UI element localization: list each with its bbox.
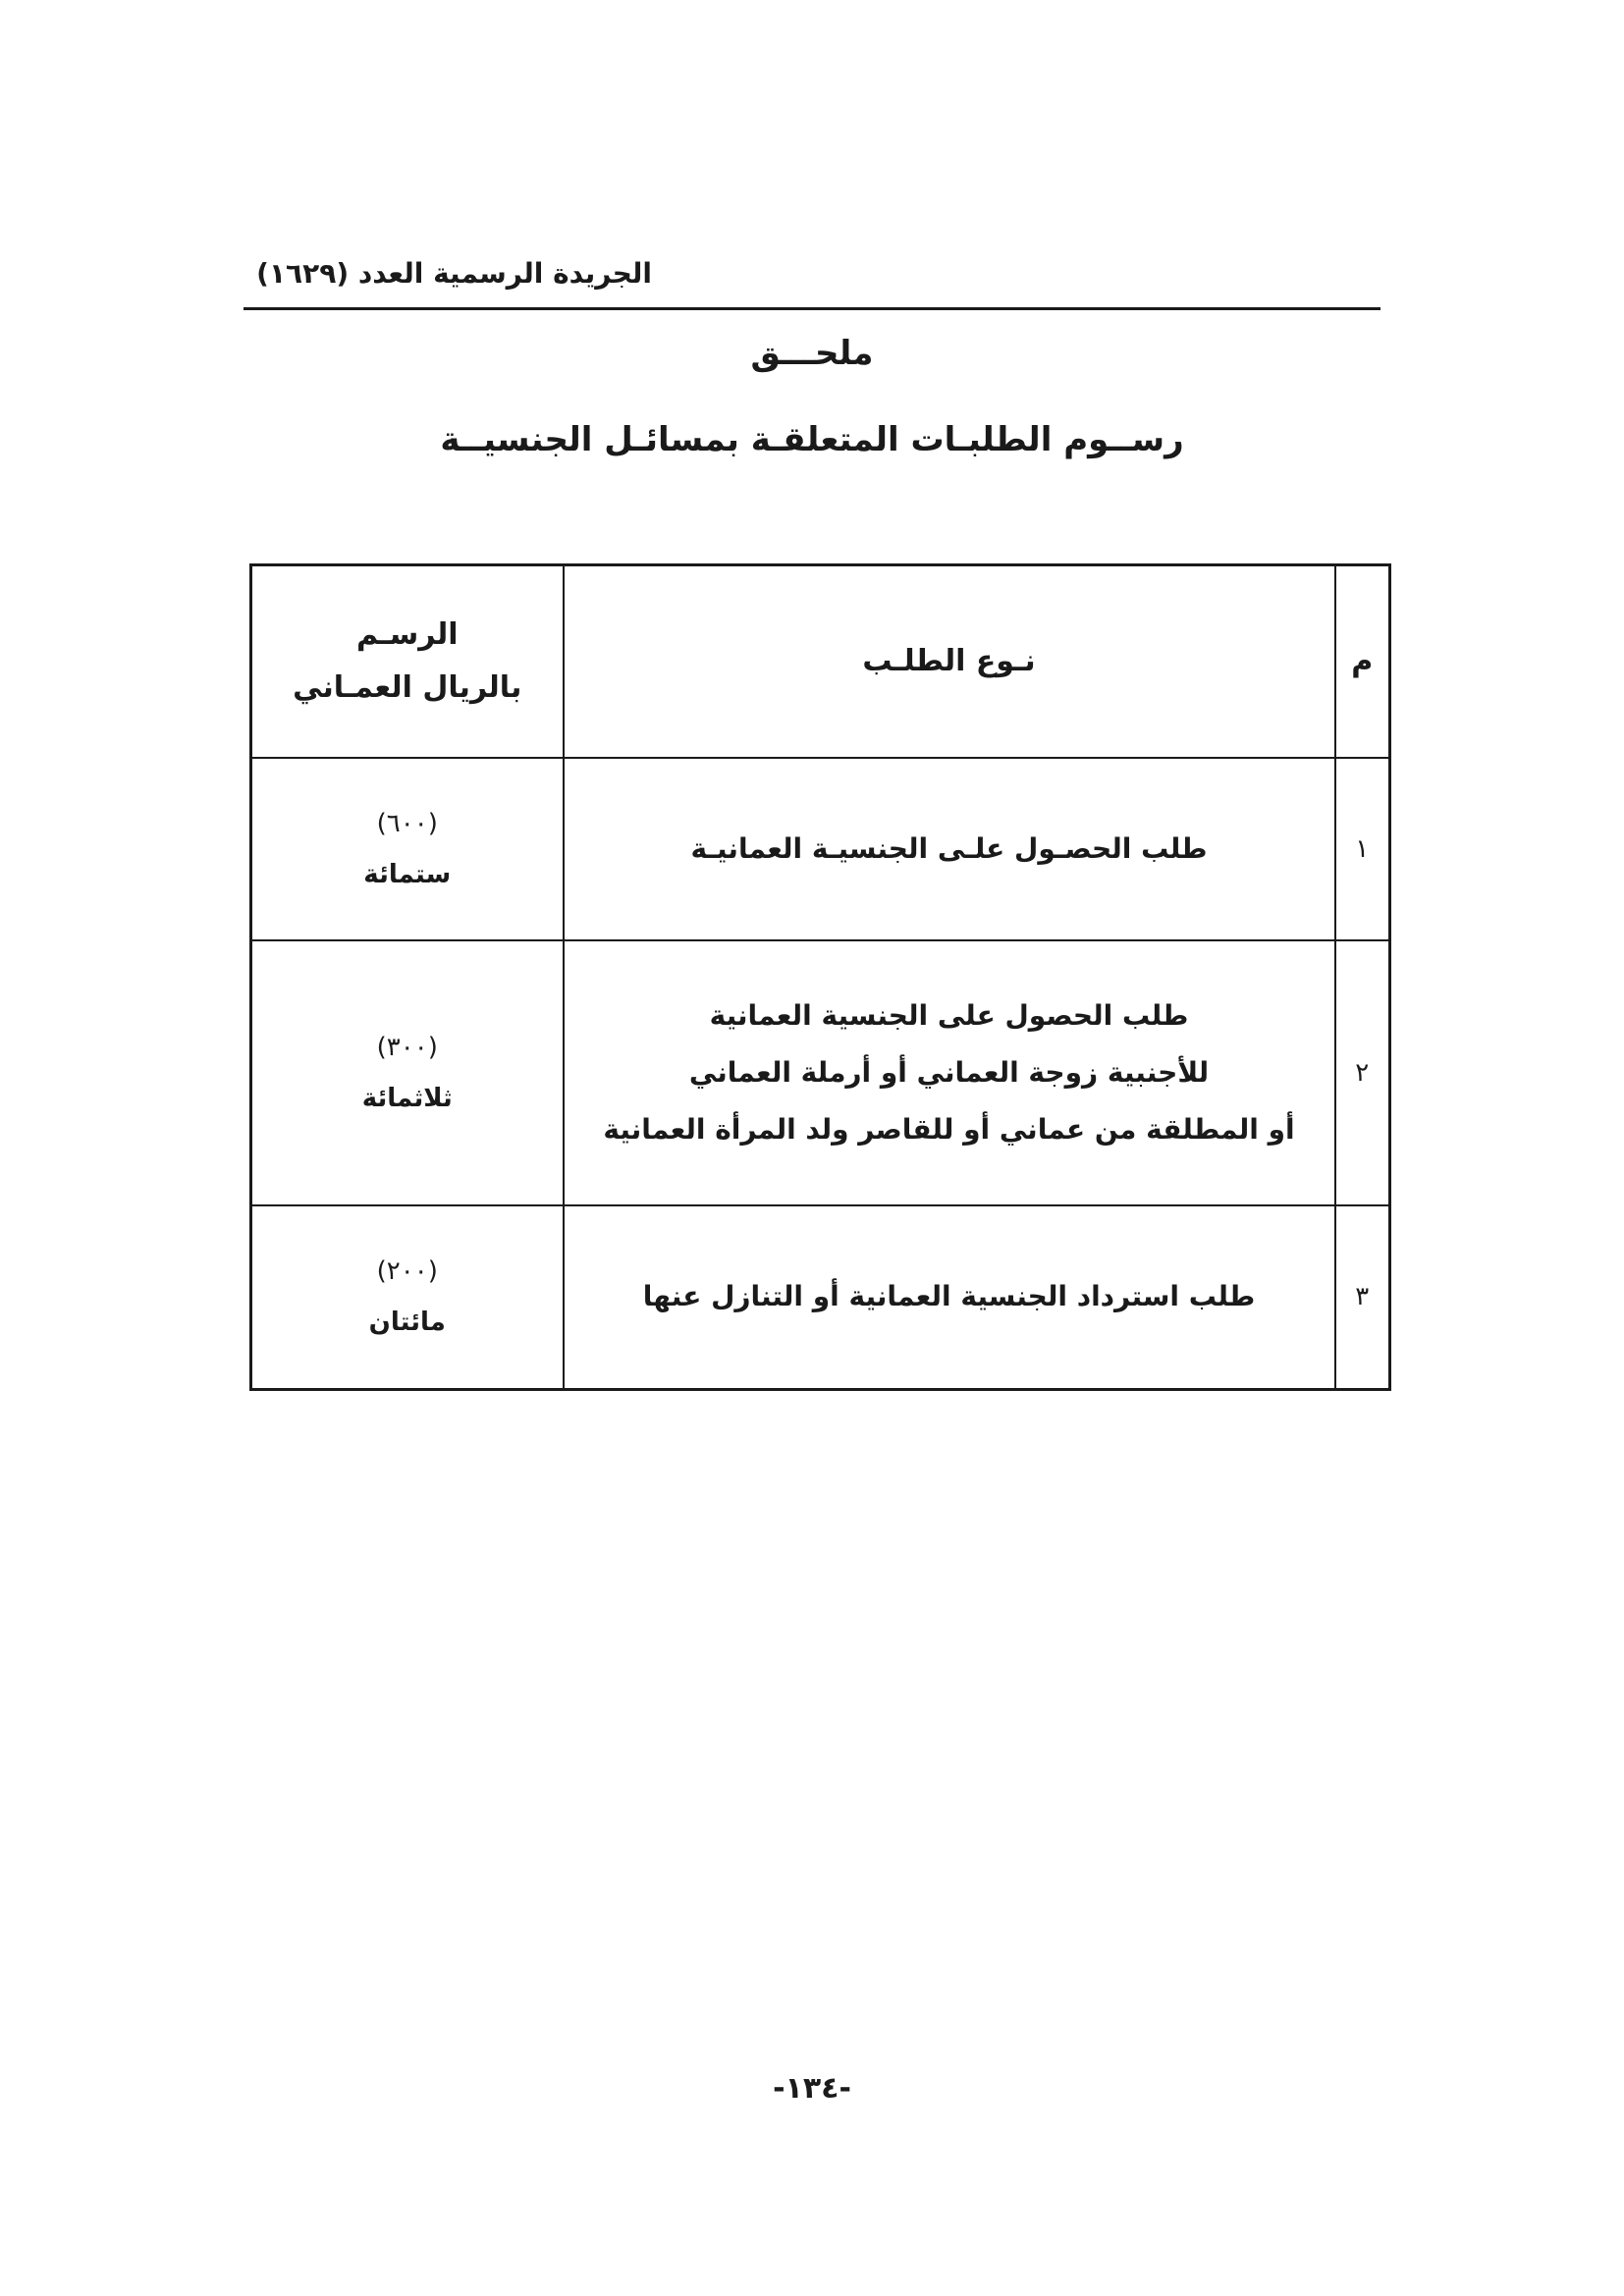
header-num-label: م bbox=[1351, 643, 1374, 678]
request-type-line: أو المطلقة من عماني أو للقاصر ولد المرأة العمانية bbox=[603, 1112, 1295, 1146]
fee-amount-words: مائتان bbox=[368, 1308, 446, 1338]
table-row bbox=[251, 940, 1390, 1205]
running-header: الجريدة الرسمية العدد (١٦٢٩) bbox=[256, 257, 652, 290]
row-num-cell bbox=[1335, 758, 1390, 940]
document-subtitle: رســوم الطلبـات المتعلقـة بمسائـل الجنسيــة bbox=[440, 420, 1184, 459]
header-fee-label-line2: بالريال العمـاني bbox=[293, 669, 522, 705]
header-cell-num bbox=[1335, 565, 1390, 758]
header-cell-fee bbox=[251, 565, 564, 758]
annex-title: ملحـــق bbox=[750, 334, 874, 373]
row-fee-cell bbox=[251, 758, 564, 940]
row-num-cell bbox=[1335, 940, 1390, 1205]
fee-amount-number: (٣٠٠) bbox=[376, 1032, 438, 1062]
request-type-line: للأجنبية زوجة العماني أو أرملة العماني bbox=[688, 1055, 1210, 1089]
fees-table bbox=[249, 563, 1391, 1391]
request-type-line: طلب استرداد الجنسية العمانية أو التنازل عنها bbox=[642, 1280, 1256, 1313]
fee-amount-number: (٦٠٠) bbox=[376, 808, 438, 838]
fee-amount-words: ستمائة bbox=[363, 859, 452, 889]
table-row bbox=[251, 758, 1390, 940]
table-row bbox=[251, 1205, 1390, 1390]
header-fee-label-line1: الرسـم bbox=[356, 616, 459, 652]
header-cell-type bbox=[564, 565, 1335, 758]
row-type-cell bbox=[564, 1205, 1335, 1390]
row-fee-cell bbox=[251, 940, 564, 1205]
row-num-cell bbox=[1335, 1205, 1390, 1390]
request-type-line: طلب الحصـول علـى الجنسيـة العمانيـة bbox=[690, 831, 1208, 865]
page-number: -١٣٤- bbox=[773, 2071, 851, 2106]
row-number: ٣ bbox=[1355, 1282, 1370, 1312]
table-header-row bbox=[251, 565, 1390, 758]
row-fee-cell bbox=[251, 1205, 564, 1390]
fee-amount-words: ثلاثمائة bbox=[361, 1083, 453, 1113]
fee-amount-number: (٢٠٠) bbox=[376, 1256, 438, 1287]
header-type-label: نـوع الطلـب bbox=[862, 643, 1036, 678]
request-type-line: طلب الحصول على الجنسية العمانية bbox=[709, 998, 1189, 1032]
row-number: ٢ bbox=[1355, 1057, 1370, 1088]
header-divider bbox=[244, 307, 1380, 310]
row-number: ١ bbox=[1355, 833, 1370, 864]
row-type-cell bbox=[564, 940, 1335, 1205]
row-type-cell bbox=[564, 758, 1335, 940]
